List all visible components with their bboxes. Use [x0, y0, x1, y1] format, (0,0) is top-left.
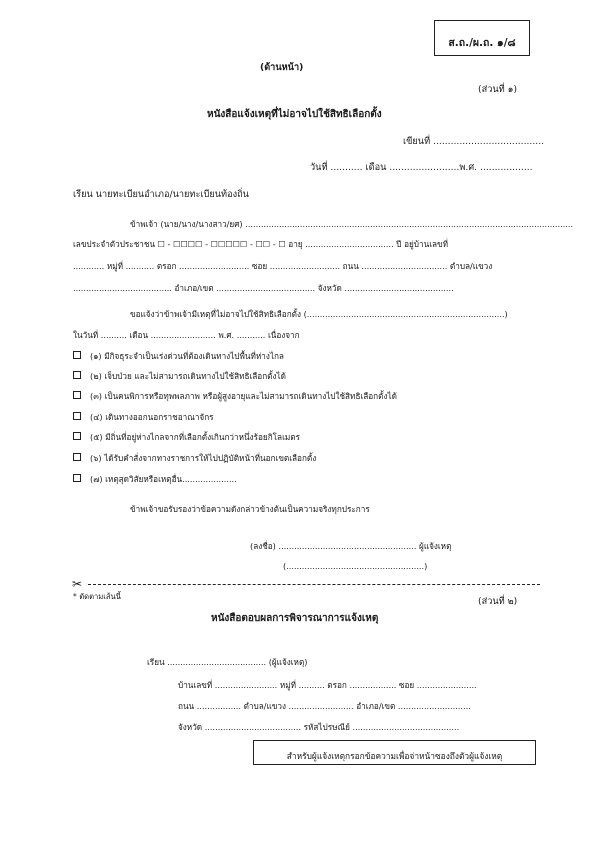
- cut-line: [88, 584, 540, 585]
- reason-6-checkbox[interactable]: [73, 453, 81, 461]
- reason-2-label: (๒) เจ็บป่วย และไม่สามารถเดินทางไปใช้สิทธิเลือกตั้งได้: [90, 371, 286, 381]
- cut-note: * ตัดตามเส้นนี้: [73, 592, 121, 601]
- form-code: ส.ถ./ผ.ถ. ๑/๘: [448, 37, 516, 49]
- form-code-box: [434, 20, 530, 56]
- certify-text: ข้าพเจ้าขอรับรองว่าข้อความดังกล่าวข้างต้นเป็นความจริงทุกประการ: [130, 504, 370, 514]
- reason-3-checkbox[interactable]: [73, 391, 81, 399]
- reason-1-checkbox[interactable]: [73, 351, 81, 359]
- reply-to-line: เรียน ...................................... (ผู้แจ้งเหตุ): [147, 657, 308, 667]
- id-age-line: เลขประจำตัวประชาชน ☐ - ☐☐☐☐ - ☐☐☐☐☐ - ☐☐ - ☐ อายุ .................................. ปี อยู่บ้านเลขที่: [73, 239, 448, 249]
- reason-4-checkbox[interactable]: [73, 412, 81, 420]
- reply-address-line-3: จังหวัด ..................................... รหัสไปรษณีย์ .........................................: [178, 722, 460, 732]
- envelope-note: สำหรับผู้แจ้งเหตุกรอกข้อความเพื่อจ่าหน้าซองถึงตัวผู้แจ้งเหตุ: [286, 751, 503, 761]
- address-line-2: ...................................... อำเภอ/เขต ...................................... จังหวัด ..........................................: [73, 283, 454, 293]
- reason-3-label: (๓) เป็นคนพิการหรือทุพพลภาพ หรือผู้สูงอายุและไม่สามารถเดินทางไปใช้สิทธิเลือกตั้งได้: [90, 391, 397, 401]
- envelope-note-box: [253, 740, 536, 765]
- reason-7-checkbox[interactable]: [73, 474, 81, 482]
- reason-7-label: (๗) เหตุสุดวิสัยหรือเหตุอื่น.....................: [90, 474, 237, 484]
- reason-4-label: (๔) เดินทางออกนอกราชอาณาจักร: [90, 412, 214, 422]
- front-side-label: (ด้านหน้า): [260, 62, 304, 73]
- part1-title: หนังสือแจ้งเหตุที่ไม่อาจไปใช้สิทธิเลือกตั้ง: [207, 109, 382, 120]
- part2-title: หนังสือตอบผลการพิจารณาการแจ้งเหตุ: [211, 613, 379, 624]
- on-date-line: ในวันที่ .......... เดือน ......................... พ.ศ. ........... เนื่องจาก: [73, 330, 300, 340]
- reason-1-label: (๑) มีกิจธุระจำเป็นเร่งด่วนที่ต้องเดินทางไปพื้นที่ห่างไกล: [90, 351, 284, 361]
- address-line-1: ............ หมู่ที่ ........... ตรอก ........................... ซอย ........................... ถนน ................................. ตำบล/แขวง: [73, 261, 493, 271]
- part1-label: (ส่วนที่ ๑): [478, 84, 518, 95]
- reason-5-label: (๕) มีถิ่นที่อยู่ห่างไกลจากที่เลือกตั้งเกินกว่าหนึ่งร้อยกิโลเมตร: [90, 432, 300, 442]
- reason-2-checkbox[interactable]: [73, 371, 81, 379]
- reason-5-checkbox[interactable]: [73, 432, 81, 440]
- written-at-line: เขียนที่ ......................................: [403, 136, 545, 147]
- reply-address-line-2: ถนน ................. ตำบล/แขวง ......................... อำเภอ/เขต ............................: [178, 701, 471, 711]
- date-line: วันที่ ........... เดือน ........................พ.ศ. ..................: [310, 162, 533, 173]
- notify-line: ขอแจ้งว่าข้าพเจ้ามีเหตุที่ไม่อาจไปใช้สิทธิเลือกตั้ง (............................................................................): [130, 309, 508, 319]
- scissors-icon: ✂: [72, 577, 83, 591]
- part2-label: (ส่วนที่ ๒): [478, 596, 518, 607]
- printed-name-line: (.....................................................): [283, 561, 428, 571]
- reply-address-line-1: บ้านเลขที่ ........................ หมู่ที่ .......... ตรอก .................. ซอย .......................: [178, 680, 477, 690]
- reason-6-label: (๖) ได้รับคำสั่งจากทางราชการให้ไปปฏิบัติหน้าที่นอกเขตเลือกตั้ง: [90, 453, 317, 463]
- to-line: เรียน นายทะเบียนอำเภอ/นายทะเบียนท้องถิ่น: [73, 189, 249, 200]
- signature-line: (ลงชื่อ) ..................................................... ผู้แจ้งเหตุ: [250, 541, 452, 551]
- applicant-name-line: ข้าพเจ้า (นาย/นาง/นางสาว/ยศ) ..............................................................................................................................: [130, 219, 574, 229]
